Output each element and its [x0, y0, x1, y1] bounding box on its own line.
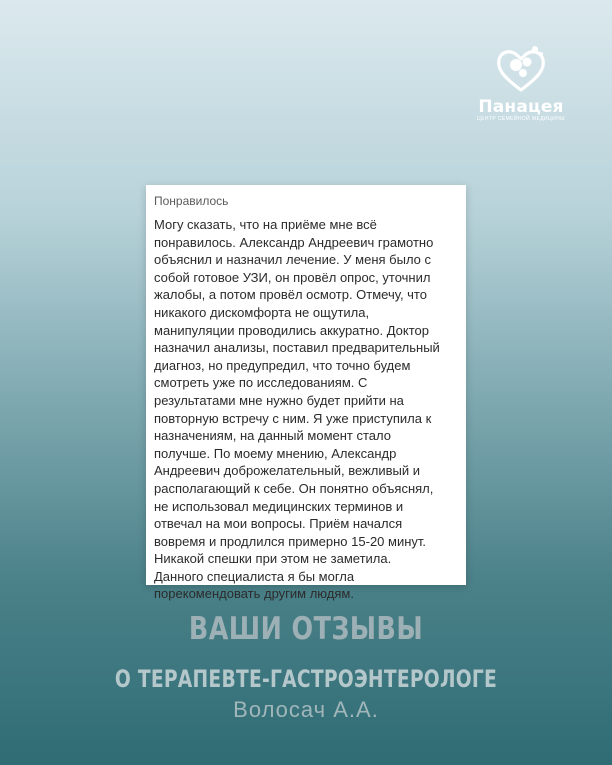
clinic-name: Панацея [478, 97, 564, 117]
page-subtitle: О ТЕРАПЕВТЕ-ГАСТРОЭНТЕРОЛОГЕ [114, 665, 498, 693]
heart-family-icon [491, 40, 551, 96]
doctor-name: Волосач А.А. [233, 697, 379, 722]
review-card [146, 185, 466, 602]
review-text: Могу сказать, что на приёме мне всё понравилось. Александр Андреевич грамотно объяснил и назначил лечение. У меня было с собой готовое УЗИ, он провёл опрос, уточнил жалобы, а потом провёл осмотр. Отмечу, что никакого дискомфорта не ощутила, манипуляции проводились аккуратно. Доктор назначил анализы, поставил предварительный диагноз, но предупредил, что точно будем смотреть уже по исследованиям. С результатами мне нужно будет прийти на повторную встречу с ним. Я уже приступила к назначениям, на данный момент стало получше. По моему мнению, Александр Андреевич доброжелательный, вежливый и располагающий к себе. Он понятно объяснял, не использовал медицинских терминов и отвечал на мои вопросы. Приём начался вовремя и продлился примерно 15-20 минут. Никакой спешки при этом не заметила. Данного специалиста я бы могла порекомендовать другим людям. [154, 217, 440, 602]
clinic-logo [466, 40, 576, 132]
clinic-tagline: ЦЕНТР СЕМЕЙНОЙ МЕДИЦИНЫ [477, 116, 565, 122]
review-title: Понравилось [154, 194, 229, 208]
page-title: ВАШИ ОТЗЫВЫ [188, 611, 424, 647]
